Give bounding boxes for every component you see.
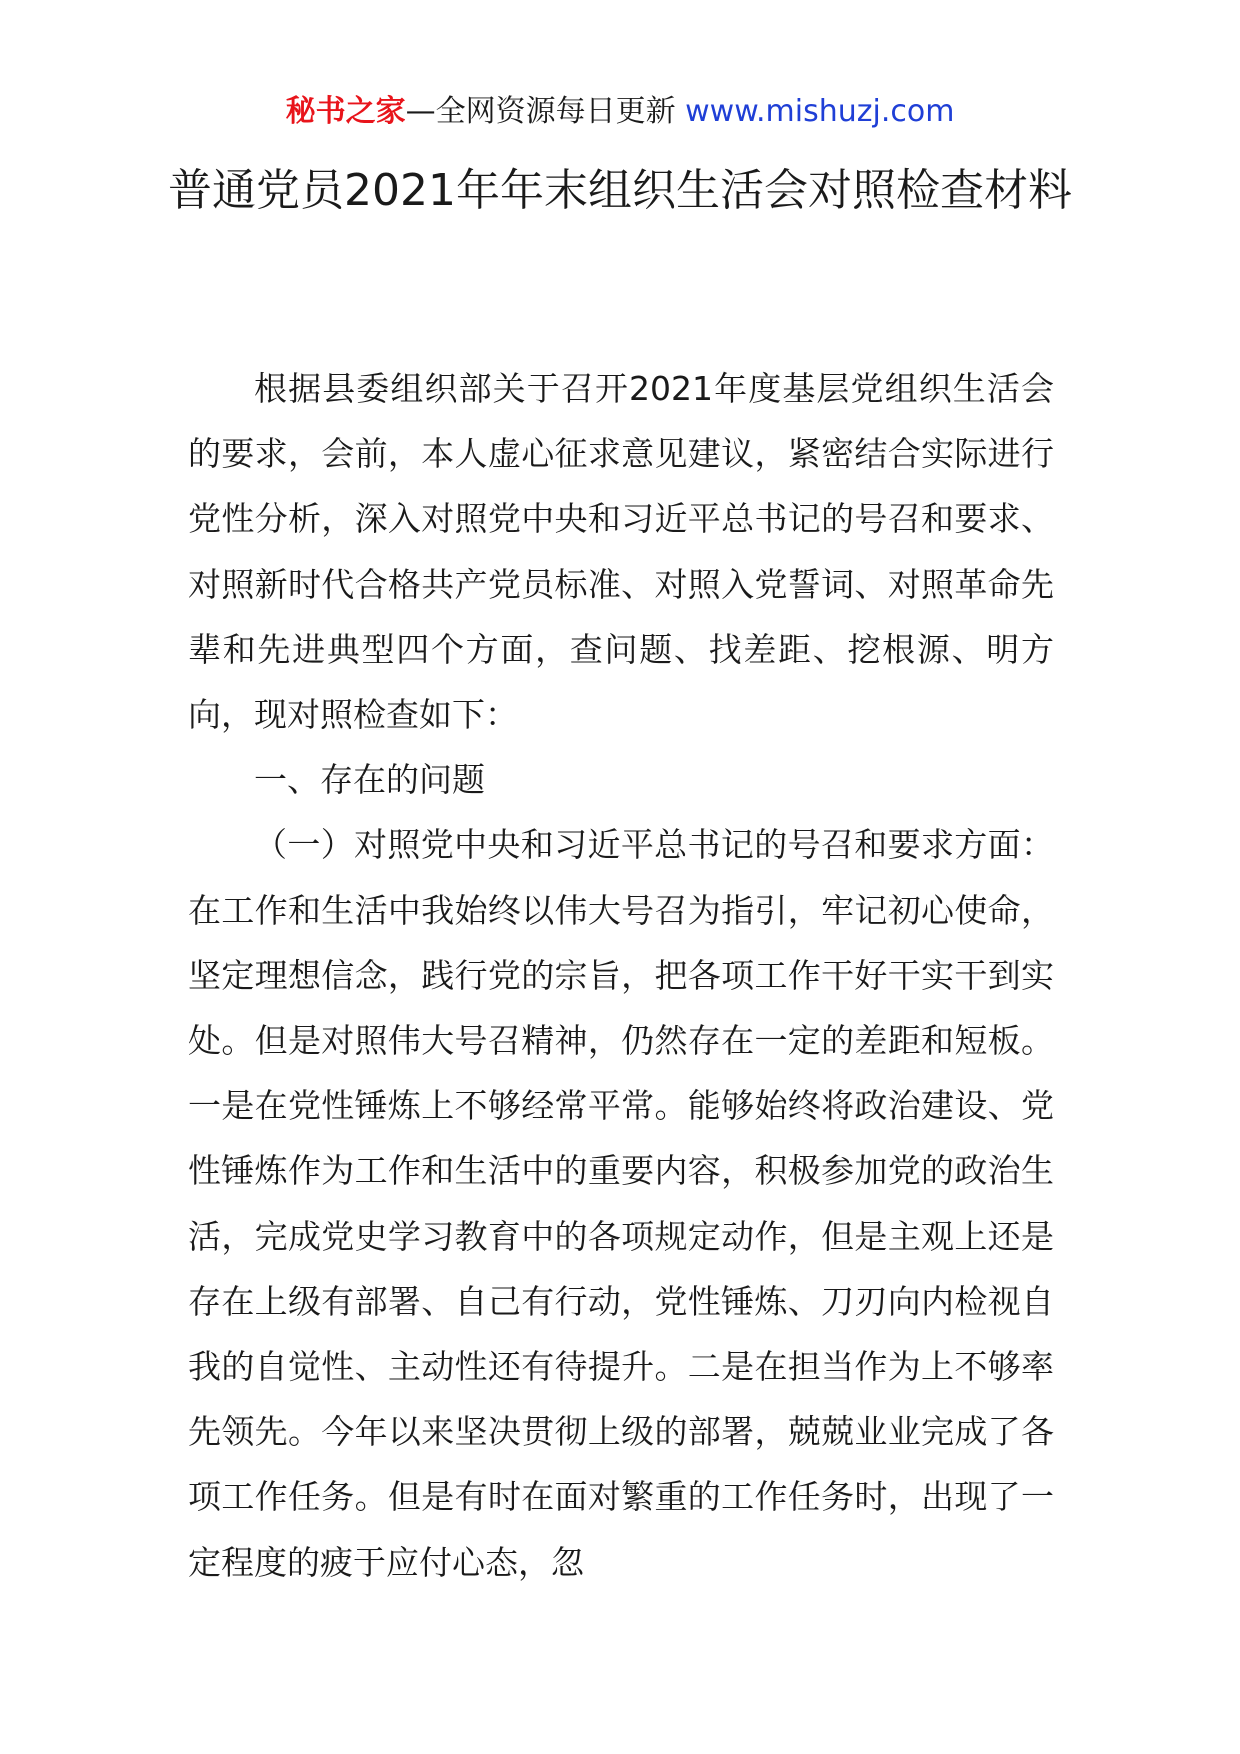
site-url-link[interactable]: www.mishuzj.com (685, 94, 955, 129)
document-body (188, 356, 1054, 1595)
brand-name: 秘书之家 (285, 94, 406, 129)
document-title: 普通党员2021年年末组织生活会对照检查材料 (168, 165, 1072, 216)
intro-paragraph: 根据县委组织部关于召开2021年度基层党组织生活会的要求，会前，本人虚心征求意见建议，紧密结合实际进行党性分析，深入对照党中央和习近平总书记的号召和要求、对照新时代合格共产党员标准、对照入党誓词、对照革命先辈和先进典型四个方面，查问题、找差距、挖根源、明方向，现对照检查如下： (188, 369, 1054, 735)
site-header (0, 92, 1240, 132)
header-tagline: —全网资源每日更新 (405, 94, 676, 129)
section-paragraph: （一）对照党中央和习近平总书记的号召和要求方面：在工作和生活中我始终以伟大号召为指引，牢记初心使命，坚定理想信念，践行党的宗旨，把各项工作干好干实干到实处。但是对照伟大号召精神，仍然存在一定的差距和短板。一是在党性锤炼上不够经常平常。能够始终将政治建设、党性锤炼作为工作和生活中的重要内容，积极参加党的政治生活，完成党史学习教育中的各项规定动作，但是主观上还是存在上级有部署、自己有行动，党性锤炼、刀刃向内检视自我的自觉性、主动性还有待提升。二是在担当作为上不够率先领先。今年以来坚决贯彻上级的部署，兢兢业业完成了各项工作任务。但是有时在面对繁重的工作任务时，出现了一定程度的疲于应付心态，忽 (188, 825, 1054, 1582)
section-heading: 一、存在的问题 (254, 760, 485, 800)
